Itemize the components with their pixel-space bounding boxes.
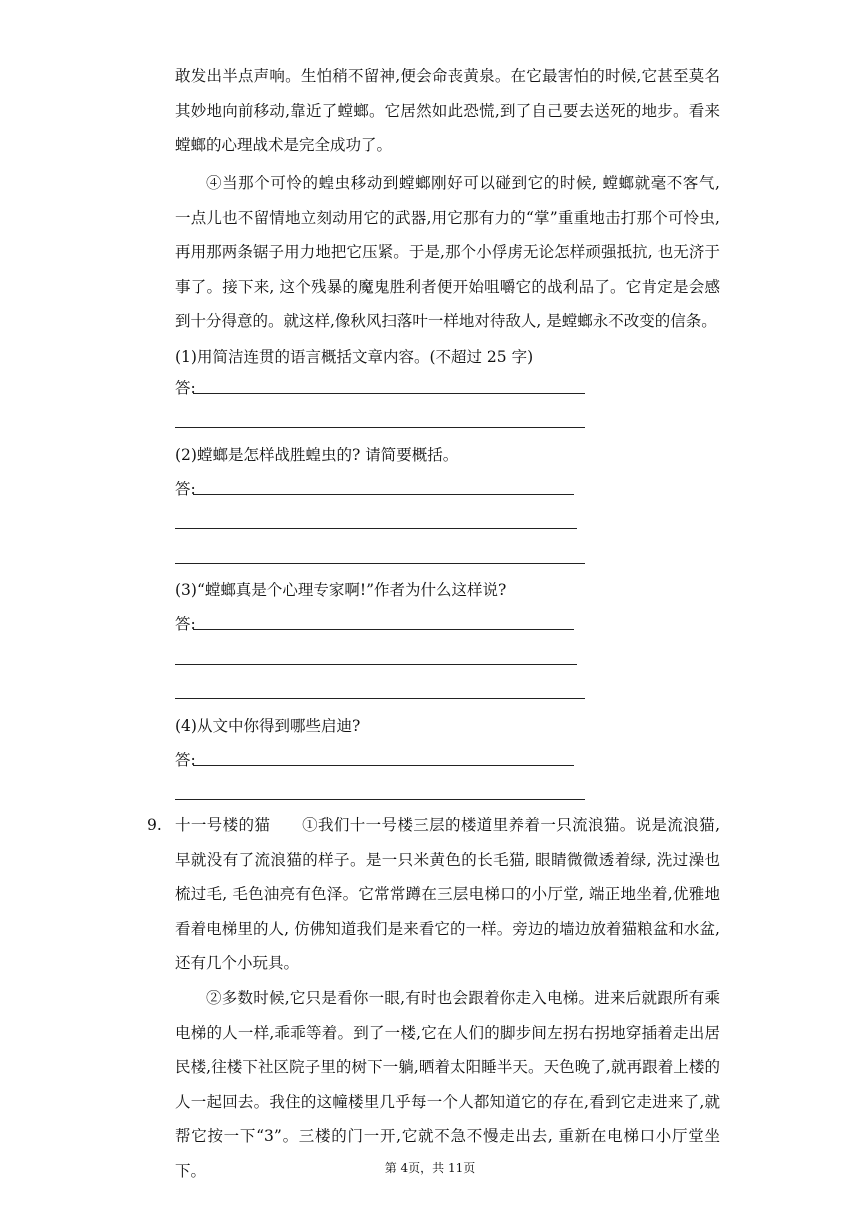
answer-line[interactable] bbox=[175, 799, 585, 800]
answer-label: 答: bbox=[175, 480, 196, 498]
question-3-text: (3)“螳螂真是个心理专家啊!”作者为什么这样说? bbox=[175, 581, 507, 599]
answer-line bbox=[193, 494, 574, 495]
question-2-text: (2)螳螂是怎样战胜蝗虫的? 请简要概括。 bbox=[175, 446, 459, 464]
question-1-text: (1)用简洁连贯的语言概括文章内容。(不超过 25 字) bbox=[175, 348, 534, 366]
question-4-text: (4)从文中你得到哪些启迪? bbox=[175, 717, 361, 735]
page-footer: 第 4页，共 11页 bbox=[384, 1161, 476, 1175]
answer-label: 答: bbox=[175, 615, 196, 633]
answer-line[interactable] bbox=[175, 528, 577, 529]
answer-label: 答: bbox=[175, 379, 196, 397]
answer-line[interactable] bbox=[175, 563, 585, 564]
answer-line[interactable] bbox=[175, 698, 585, 699]
answer-line bbox=[193, 629, 574, 630]
answer-line bbox=[193, 765, 574, 766]
question-9-paragraph-1: 十一号楼的猫 ①我们十一号楼三层的楼道里养着一只流浪猫。说是流浪猫,早就没有了流浪猫的样子。是一只米黄色的长毛猫, 眼睛微微透着绿, 洗过澡也梳过毛, 毛色油亮有色泽。它常常蹲在三层电梯口的小厅堂, 端正地坐着,优雅地看着电梯里的人, 仿佛知道我们是来看它的一样。旁边的墙边放着猫粮盆和水盆, 还有几个小玩具。 bbox=[175, 816, 720, 972]
answer-line bbox=[193, 393, 585, 394]
question-9-paragraph-2: ②多数时候,它只是看你一眼,有时也会跟着你走入电梯。进来后就跟所有乘电梯的人一样,乖乖等着。到了一楼,它在人们的脚步间左拐右拐地穿插着走出居民楼,往楼下社区院子里的树下一躺,晒着太阳睡半天。天色晚了,就再跟着上楼的人一起回去。我住的这幢楼里几乎每一个人都知道它的存在,看到它走进来了,就帮它按一下“3”。三楼的门一开,它就不急不慢走出去, 重新在电梯口小厅堂坐下。 bbox=[175, 989, 720, 1180]
passage-paragraph-4: ④当那个可怜的蝗虫移动到螳螂刚好可以碰到它的时候, 螳螂就毫不客气, 一点儿也不留情地立刻动用它的武器,用它那有力的“掌”重重地击打那个可怜虫,再用那两条锯子用力地把它压紧。于是,那个小俘虏无论怎样顽强抵抗, 也无济于事了。接下来, 这个残暴的魔鬼胜利者便开始咀嚼它的战利品了。它肯定是会感到十分得意的。就这样,像秋风扫落叶一样地对待敌人, 是螳螂永不改变的信条。 bbox=[175, 174, 720, 330]
answer-label: 答: bbox=[175, 751, 196, 769]
answer-line[interactable] bbox=[175, 427, 585, 428]
passage-paragraph-3-tail: 敢发出半点声响。生怕稍不留神,便会命丧黄泉。在它最害怕的时候,它甚至莫名其妙地向前移动,靠近了螳螂。它居然如此恐慌,到了自己要去送死的地步。看来螳螂的心理战术是完全成功了。 bbox=[175, 67, 720, 154]
answer-line[interactable] bbox=[175, 664, 577, 665]
question-9-number: 9. bbox=[147, 816, 162, 834]
